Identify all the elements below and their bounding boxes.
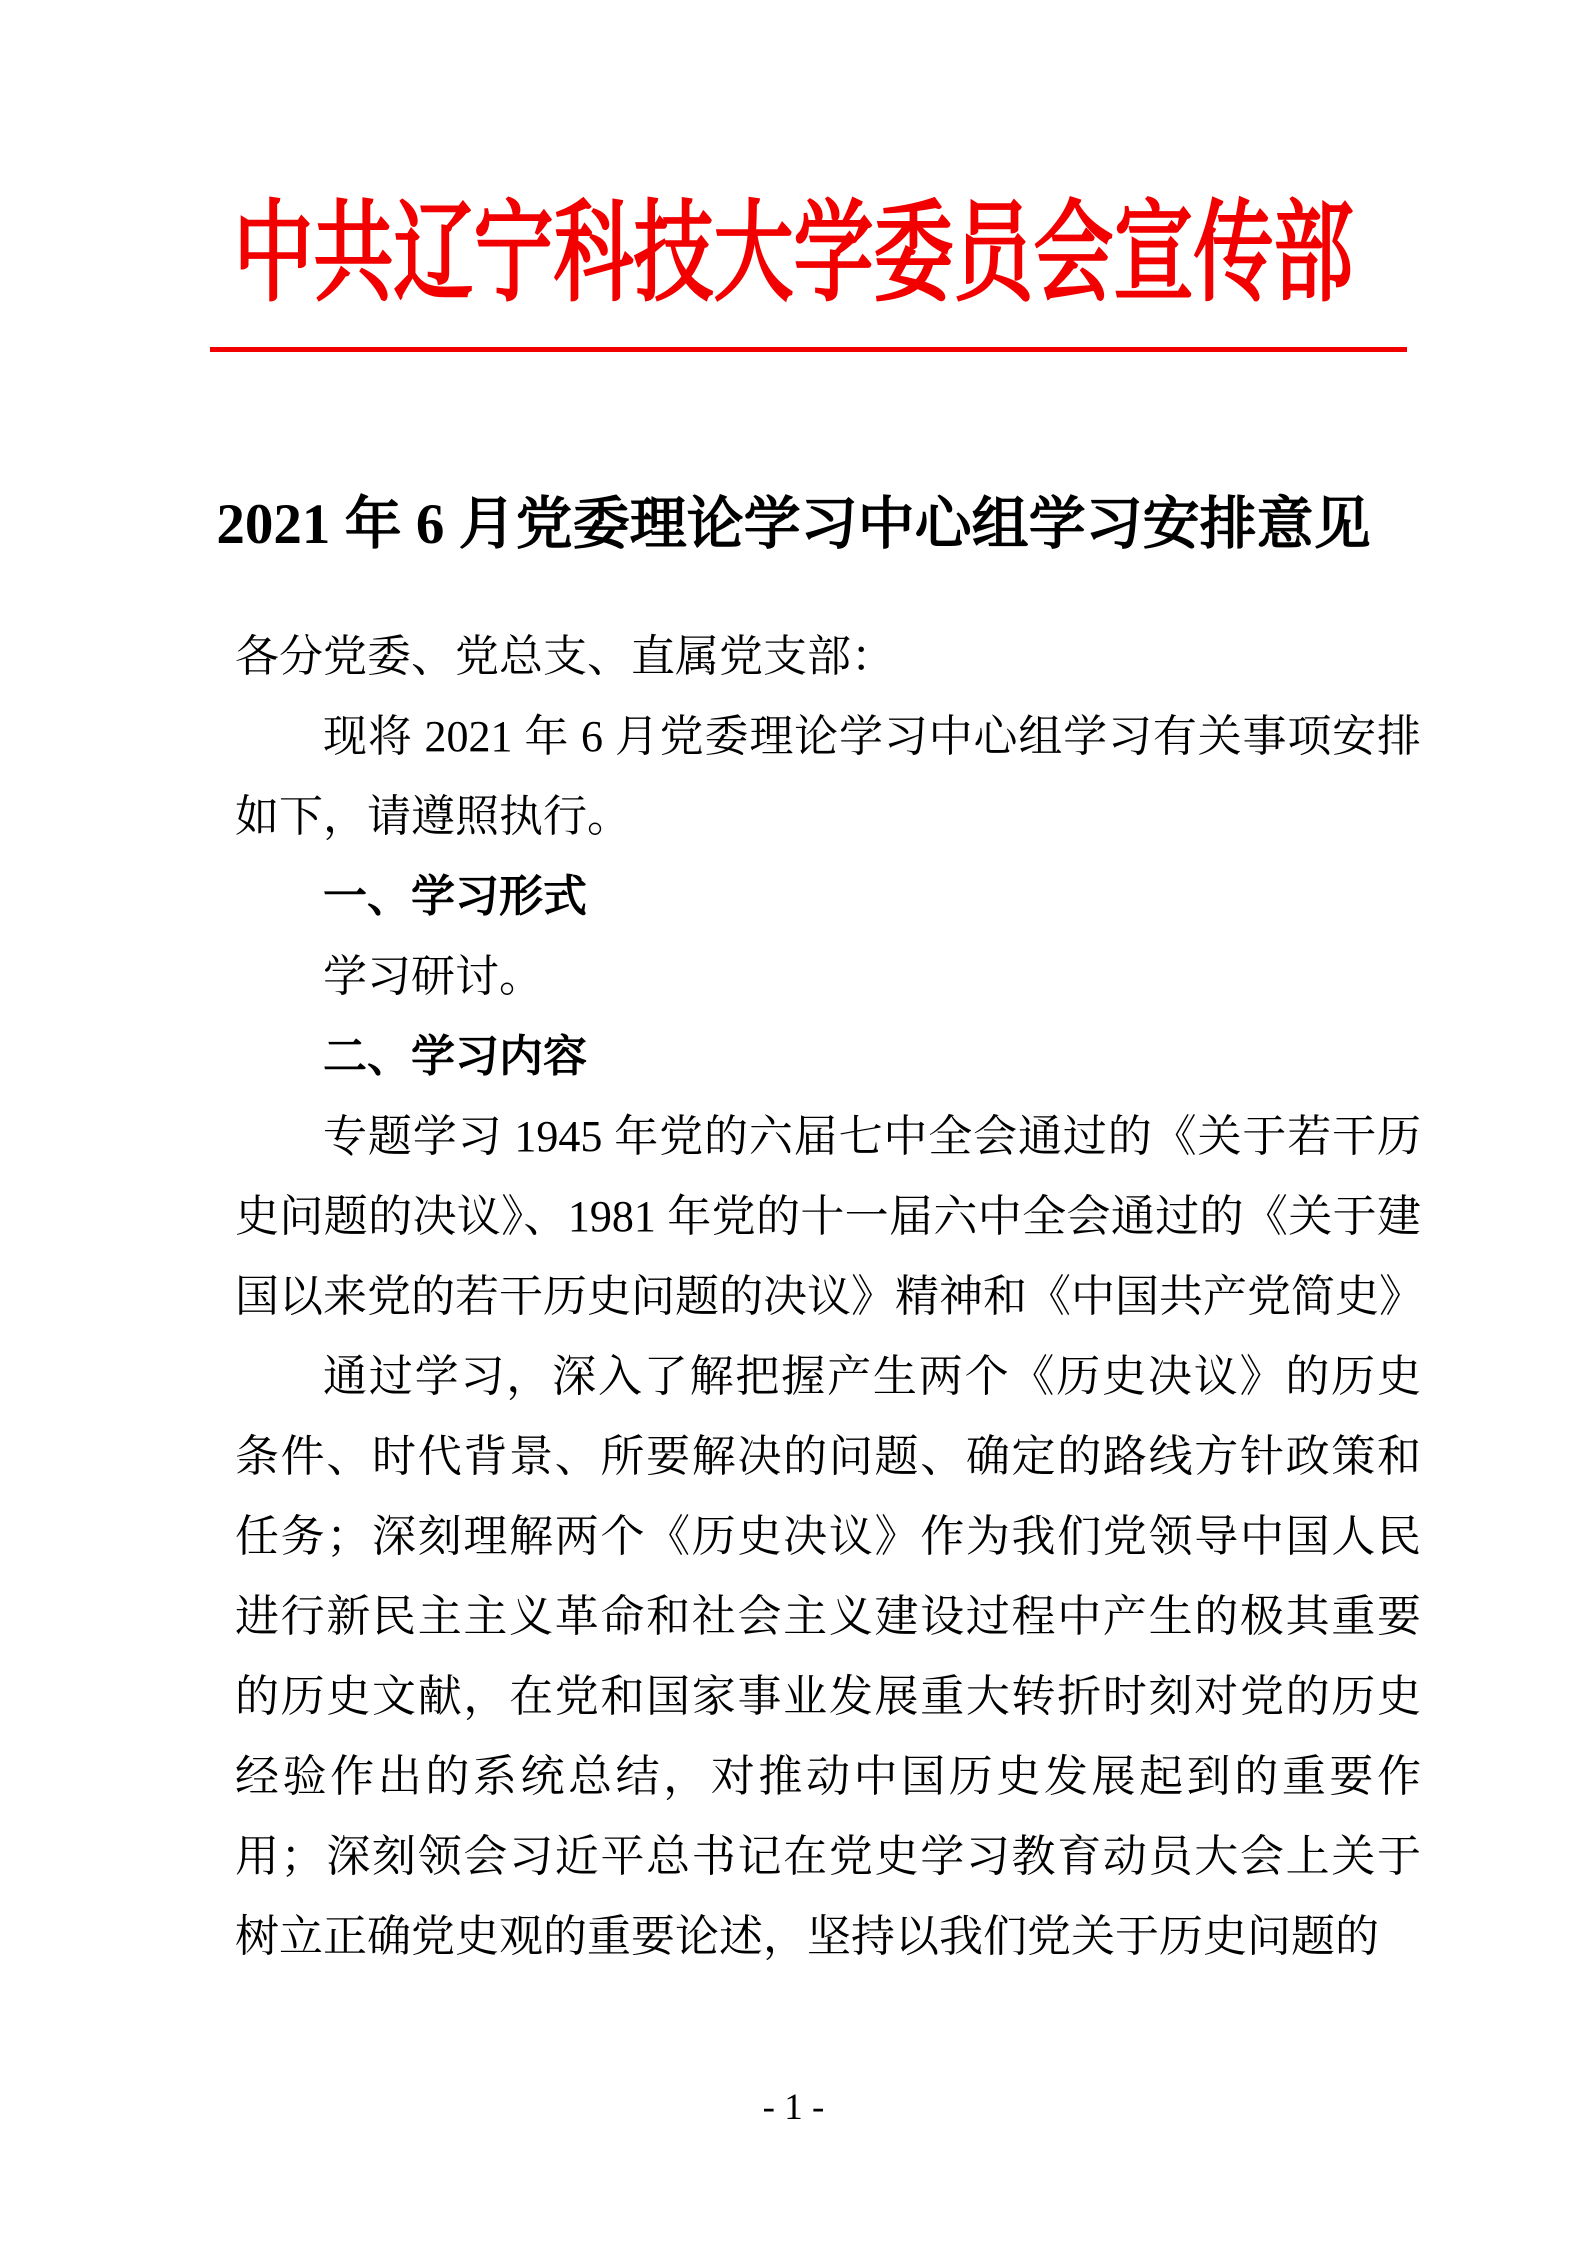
intro-paragraph: 现将 2021 年 6 月党委理论学习中心组学习有关事项安排如下，请遵照执行。 xyxy=(235,712,1421,841)
section-heading-study-content: 二、学习内容 xyxy=(323,1032,587,1081)
study-purpose-paragraph: 通过学习，深入了解把握产生两个《历史决议》的历史条件、时代背景、所要解决的问题、确定的路线方针政策和任务；深刻理解两个《历史决议》作为我们党领导中国人民进行新民主主义革命和社会主义建设过程中产生的极其重要的历史文献，在党和国家事业发展重大转折时刻对党的历史经验作出的系统总结，对推动中国历史发展起到的重要作用；深刻领会习近平总书记在党史学习教育动员大会上关于树立正确党史观的重要论述，坚持以我们党关于历史问题的 xyxy=(235,1352,1421,1961)
page-number: - 1 - xyxy=(762,2087,825,2128)
salutation-line: 各分党委、党总支、直属党支部： xyxy=(235,632,895,681)
study-format-paragraph: 学习研讨。 xyxy=(323,952,543,1001)
document-title: 2021 年 6 月党委理论学习中心组学习安排意见 xyxy=(216,493,1371,556)
document-body xyxy=(235,617,1421,1977)
letterhead-divider-line xyxy=(210,347,1407,352)
study-content-paragraph: 专题学习 1945 年党的六届七中全会通过的《关于若干历史问题的决议》、1981 年党的十一届六中全会通过的《关于建国以来党的若干历史问题的决议》精神和《中国共产党简史》 xyxy=(235,1112,1423,1321)
section-heading-study-format: 一、学习形式 xyxy=(323,872,587,921)
letterhead-org-name: 中共辽宁科技大学委员会宣传部 xyxy=(233,194,1354,316)
